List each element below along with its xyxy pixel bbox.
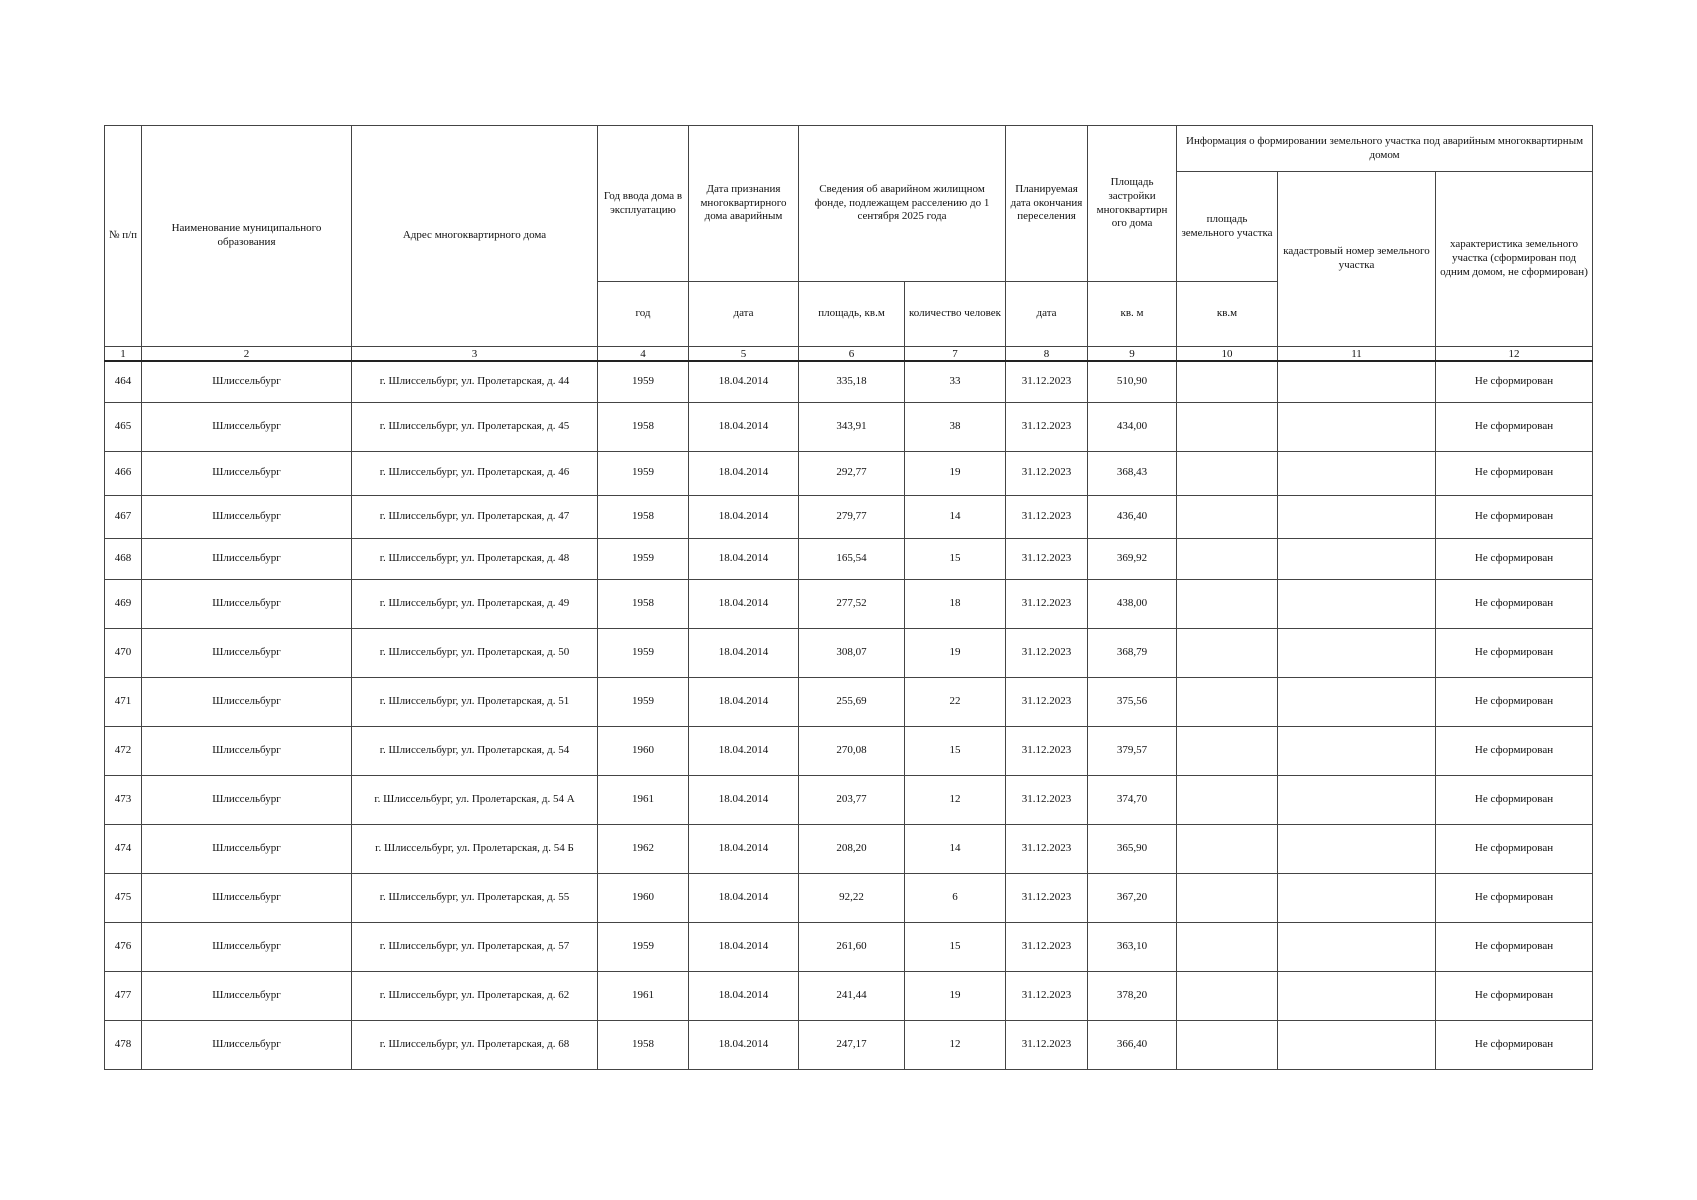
cell-land-area <box>1177 361 1278 402</box>
cell-building-area: 378,20 <box>1088 971 1177 1020</box>
cell-number: 477 <box>105 971 142 1020</box>
cell-emergency-area: 277,52 <box>799 579 905 628</box>
cell-land-area <box>1177 775 1278 824</box>
cell-emergency-area: 203,77 <box>799 775 905 824</box>
cell-emergency-area: 208,20 <box>799 824 905 873</box>
cell-land-status: Не сформирован <box>1436 579 1593 628</box>
cell-emergency-date: 18.04.2014 <box>689 922 799 971</box>
cell-cadastral-number <box>1278 824 1436 873</box>
cell-emergency-area: 241,44 <box>799 971 905 1020</box>
cell-emergency-date: 18.04.2014 <box>689 873 799 922</box>
cell-land-status: Не сформирован <box>1436 677 1593 726</box>
unit-people: количество человек <box>905 282 1006 347</box>
cell-land-area <box>1177 451 1278 495</box>
table-header <box>105 126 1593 362</box>
cell-planned-date: 31.12.2023 <box>1006 1020 1088 1069</box>
cell-planned-date: 31.12.2023 <box>1006 677 1088 726</box>
cell-people-count: 22 <box>905 677 1006 726</box>
cell-municipality: Шлиссельбург <box>142 971 352 1020</box>
cell-emergency-date: 18.04.2014 <box>689 677 799 726</box>
cell-address: г. Шлиссельбург, ул. Пролетарская, д. 46 <box>352 451 598 495</box>
cell-land-status: Не сформирован <box>1436 402 1593 451</box>
cell-municipality: Шлиссельбург <box>142 538 352 579</box>
cell-people-count: 14 <box>905 495 1006 538</box>
table-row <box>105 628 1593 677</box>
table-row <box>105 361 1593 402</box>
table-row <box>105 971 1593 1020</box>
table-body <box>105 361 1593 1069</box>
cell-land-status: Не сформирован <box>1436 775 1593 824</box>
cell-building-area: 374,70 <box>1088 775 1177 824</box>
cell-year-built: 1958 <box>598 495 689 538</box>
cell-year-built: 1961 <box>598 971 689 1020</box>
cell-people-count: 19 <box>905 971 1006 1020</box>
cell-cadastral-number <box>1278 495 1436 538</box>
table-row <box>105 402 1593 451</box>
cell-cadastral-number <box>1278 538 1436 579</box>
cell-number: 476 <box>105 922 142 971</box>
cell-planned-date: 31.12.2023 <box>1006 361 1088 402</box>
cell-planned-date: 31.12.2023 <box>1006 824 1088 873</box>
cell-year-built: 1962 <box>598 824 689 873</box>
cell-building-area: 365,90 <box>1088 824 1177 873</box>
cell-people-count: 33 <box>905 361 1006 402</box>
cell-emergency-date: 18.04.2014 <box>689 361 799 402</box>
cell-building-area: 436,40 <box>1088 495 1177 538</box>
unit-building-area: кв. м <box>1088 282 1177 347</box>
header-land-characteristic: характеристика земельного участка (сформирован под одним домом, не сформирован) <box>1436 172 1593 347</box>
cell-land-area <box>1177 824 1278 873</box>
cell-land-status: Не сформирован <box>1436 451 1593 495</box>
cell-number: 465 <box>105 402 142 451</box>
cell-land-status: Не сформирован <box>1436 361 1593 402</box>
table-row <box>105 451 1593 495</box>
cell-planned-date: 31.12.2023 <box>1006 775 1088 824</box>
cell-building-area: 434,00 <box>1088 402 1177 451</box>
cell-cadastral-number <box>1278 873 1436 922</box>
cell-address: г. Шлиссельбург, ул. Пролетарская, д. 62 <box>352 971 598 1020</box>
header-planned-date: Планируемая дата окончания переселения <box>1006 126 1088 282</box>
cell-number: 471 <box>105 677 142 726</box>
cell-emergency-date: 18.04.2014 <box>689 402 799 451</box>
cell-year-built: 1959 <box>598 538 689 579</box>
cell-cadastral-number <box>1278 361 1436 402</box>
cell-address: г. Шлиссельбург, ул. Пролетарская, д. 57 <box>352 922 598 971</box>
cell-number: 472 <box>105 726 142 775</box>
cell-year-built: 1959 <box>598 922 689 971</box>
cell-land-area <box>1177 726 1278 775</box>
cell-number: 470 <box>105 628 142 677</box>
cell-municipality: Шлиссельбург <box>142 1020 352 1069</box>
unit-year: год <box>598 282 689 347</box>
cell-emergency-area: 165,54 <box>799 538 905 579</box>
cell-address: г. Шлиссельбург, ул. Пролетарская, д. 54 <box>352 726 598 775</box>
column-number: 10 <box>1177 347 1278 362</box>
cell-land-area <box>1177 873 1278 922</box>
cell-building-area: 375,56 <box>1088 677 1177 726</box>
column-number: 5 <box>689 347 799 362</box>
table-row <box>105 873 1593 922</box>
cell-emergency-date: 18.04.2014 <box>689 451 799 495</box>
cell-land-area <box>1177 538 1278 579</box>
table-row <box>105 677 1593 726</box>
cell-people-count: 6 <box>905 873 1006 922</box>
cell-people-count: 18 <box>905 579 1006 628</box>
cell-building-area: 366,40 <box>1088 1020 1177 1069</box>
cell-address: г. Шлиссельбург, ул. Пролетарская, д. 51 <box>352 677 598 726</box>
cell-building-area: 369,92 <box>1088 538 1177 579</box>
resettlement-table <box>104 125 1593 1070</box>
cell-emergency-date: 18.04.2014 <box>689 579 799 628</box>
cell-planned-date: 31.12.2023 <box>1006 873 1088 922</box>
cell-year-built: 1958 <box>598 1020 689 1069</box>
cell-building-area: 379,57 <box>1088 726 1177 775</box>
cell-people-count: 19 <box>905 628 1006 677</box>
cell-year-built: 1958 <box>598 402 689 451</box>
cell-people-count: 15 <box>905 538 1006 579</box>
header-emergency-fund: Сведения об аварийном жилищном фонде, подлежащем расселению до 1 сентября 2025 года <box>799 126 1006 282</box>
cell-emergency-date: 18.04.2014 <box>689 1020 799 1069</box>
cell-municipality: Шлиссельбург <box>142 451 352 495</box>
table-row <box>105 922 1593 971</box>
cell-people-count: 19 <box>905 451 1006 495</box>
cell-land-status: Не сформирован <box>1436 538 1593 579</box>
unit-date: дата <box>689 282 799 347</box>
cell-emergency-date: 18.04.2014 <box>689 971 799 1020</box>
unit-land-area: кв.м <box>1177 282 1278 347</box>
column-number: 2 <box>142 347 352 362</box>
cell-building-area: 363,10 <box>1088 922 1177 971</box>
cell-cadastral-number <box>1278 451 1436 495</box>
cell-emergency-area: 308,07 <box>799 628 905 677</box>
cell-people-count: 15 <box>905 726 1006 775</box>
cell-land-status: Не сформирован <box>1436 495 1593 538</box>
cell-people-count: 12 <box>905 775 1006 824</box>
header-municipality: Наименование муниципального образования <box>142 126 352 347</box>
column-number: 7 <box>905 347 1006 362</box>
column-number: 1 <box>105 347 142 362</box>
cell-cadastral-number <box>1278 628 1436 677</box>
cell-address: г. Шлиссельбург, ул. Пролетарская, д. 68 <box>352 1020 598 1069</box>
cell-cadastral-number <box>1278 402 1436 451</box>
column-number: 12 <box>1436 347 1593 362</box>
cell-address: г. Шлиссельбург, ул. Пролетарская, д. 44 <box>352 361 598 402</box>
cell-cadastral-number <box>1278 726 1436 775</box>
cell-building-area: 510,90 <box>1088 361 1177 402</box>
cell-year-built: 1961 <box>598 775 689 824</box>
cell-land-status: Не сформирован <box>1436 726 1593 775</box>
table-row <box>105 775 1593 824</box>
cell-emergency-date: 18.04.2014 <box>689 628 799 677</box>
cell-land-status: Не сформирован <box>1436 824 1593 873</box>
cell-land-area <box>1177 922 1278 971</box>
cell-building-area: 367,20 <box>1088 873 1177 922</box>
cell-municipality: Шлиссельбург <box>142 361 352 402</box>
cell-land-status: Не сформирован <box>1436 873 1593 922</box>
cell-address: г. Шлиссельбург, ул. Пролетарская, д. 54 А <box>352 775 598 824</box>
cell-emergency-area: 255,69 <box>799 677 905 726</box>
cell-address: г. Шлиссельбург, ул. Пролетарская, д. 49 <box>352 579 598 628</box>
table-row <box>105 538 1593 579</box>
unit-area: площадь, кв.м <box>799 282 905 347</box>
cell-number: 475 <box>105 873 142 922</box>
cell-building-area: 368,43 <box>1088 451 1177 495</box>
cell-land-status: Не сформирован <box>1436 971 1593 1020</box>
cell-number: 478 <box>105 1020 142 1069</box>
cell-address: г. Шлиссельбург, ул. Пролетарская, д. 54 Б <box>352 824 598 873</box>
cell-planned-date: 31.12.2023 <box>1006 402 1088 451</box>
cell-address: г. Шлиссельбург, ул. Пролетарская, д. 50 <box>352 628 598 677</box>
cell-number: 469 <box>105 579 142 628</box>
cell-planned-date: 31.12.2023 <box>1006 579 1088 628</box>
cell-cadastral-number <box>1278 922 1436 971</box>
table-row <box>105 579 1593 628</box>
cell-number: 473 <box>105 775 142 824</box>
cell-planned-date: 31.12.2023 <box>1006 495 1088 538</box>
cell-address: г. Шлиссельбург, ул. Пролетарская, д. 45 <box>352 402 598 451</box>
cell-number: 464 <box>105 361 142 402</box>
header-land-group: Информация о формировании земельного участка под аварийным многоквартирным домом <box>1177 126 1593 172</box>
cell-land-area <box>1177 1020 1278 1069</box>
cell-land-area <box>1177 495 1278 538</box>
cell-year-built: 1959 <box>598 677 689 726</box>
cell-address: г. Шлиссельбург, ул. Пролетарская, д. 55 <box>352 873 598 922</box>
cell-emergency-area: 247,17 <box>799 1020 905 1069</box>
cell-land-area <box>1177 579 1278 628</box>
cell-municipality: Шлиссельбург <box>142 726 352 775</box>
cell-emergency-area: 292,77 <box>799 451 905 495</box>
cell-year-built: 1959 <box>598 628 689 677</box>
table-row <box>105 1020 1593 1069</box>
cell-emergency-area: 279,77 <box>799 495 905 538</box>
cell-number: 474 <box>105 824 142 873</box>
column-number: 3 <box>352 347 598 362</box>
column-number: 11 <box>1278 347 1436 362</box>
cell-municipality: Шлиссельбург <box>142 824 352 873</box>
table-row <box>105 495 1593 538</box>
cell-planned-date: 31.12.2023 <box>1006 538 1088 579</box>
cell-address: г. Шлиссельбург, ул. Пролетарская, д. 48 <box>352 538 598 579</box>
cell-people-count: 15 <box>905 922 1006 971</box>
cell-address: г. Шлиссельбург, ул. Пролетарская, д. 47 <box>352 495 598 538</box>
cell-land-status: Не сформирован <box>1436 628 1593 677</box>
column-number: 6 <box>799 347 905 362</box>
column-number: 9 <box>1088 347 1177 362</box>
cell-land-status: Не сформирован <box>1436 922 1593 971</box>
cell-emergency-date: 18.04.2014 <box>689 538 799 579</box>
cell-number: 466 <box>105 451 142 495</box>
header-year-built: Год ввода дома в эксплуатацию <box>598 126 689 282</box>
cell-emergency-date: 18.04.2014 <box>689 495 799 538</box>
column-number: 4 <box>598 347 689 362</box>
cell-year-built: 1960 <box>598 873 689 922</box>
cell-land-area <box>1177 971 1278 1020</box>
cell-emergency-area: 92,22 <box>799 873 905 922</box>
cell-planned-date: 31.12.2023 <box>1006 726 1088 775</box>
cell-year-built: 1959 <box>598 451 689 495</box>
cell-year-built: 1960 <box>598 726 689 775</box>
cell-planned-date: 31.12.2023 <box>1006 922 1088 971</box>
cell-emergency-date: 18.04.2014 <box>689 726 799 775</box>
unit-plan-date: дата <box>1006 282 1088 347</box>
cell-emergency-area: 261,60 <box>799 922 905 971</box>
cell-emergency-area: 270,08 <box>799 726 905 775</box>
cell-planned-date: 31.12.2023 <box>1006 971 1088 1020</box>
cell-people-count: 12 <box>905 1020 1006 1069</box>
cell-building-area: 368,79 <box>1088 628 1177 677</box>
cell-land-status: Не сформирован <box>1436 1020 1593 1069</box>
cell-people-count: 38 <box>905 402 1006 451</box>
cell-year-built: 1958 <box>598 579 689 628</box>
cell-people-count: 14 <box>905 824 1006 873</box>
cell-emergency-date: 18.04.2014 <box>689 824 799 873</box>
cell-municipality: Шлиссельбург <box>142 775 352 824</box>
cell-number: 468 <box>105 538 142 579</box>
cell-year-built: 1959 <box>598 361 689 402</box>
cell-municipality: Шлиссельбург <box>142 922 352 971</box>
cell-emergency-date: 18.04.2014 <box>689 775 799 824</box>
cell-cadastral-number <box>1278 579 1436 628</box>
header-land-area: площадь земельного участка <box>1177 172 1278 282</box>
column-number: 8 <box>1006 347 1088 362</box>
cell-cadastral-number <box>1278 971 1436 1020</box>
cell-municipality: Шлиссельбург <box>142 677 352 726</box>
cell-building-area: 438,00 <box>1088 579 1177 628</box>
cell-municipality: Шлиссельбург <box>142 579 352 628</box>
cell-municipality: Шлиссельбург <box>142 495 352 538</box>
header-address: Адрес многоквартирного дома <box>352 126 598 347</box>
header-cadastral-number: кадастровый номер земельного участка <box>1278 172 1436 347</box>
header-emergency-date: Дата признания многоквартирного дома аварийным <box>689 126 799 282</box>
header-number: № п/п <box>105 126 142 347</box>
column-number-row <box>105 347 1593 362</box>
cell-land-area <box>1177 628 1278 677</box>
cell-municipality: Шлиссельбург <box>142 402 352 451</box>
cell-cadastral-number <box>1278 1020 1436 1069</box>
table-row <box>105 726 1593 775</box>
cell-land-area <box>1177 402 1278 451</box>
cell-emergency-area: 335,18 <box>799 361 905 402</box>
cell-planned-date: 31.12.2023 <box>1006 451 1088 495</box>
cell-cadastral-number <box>1278 775 1436 824</box>
header-building-area: Площадь застройки многоквартирн ого дома <box>1088 126 1177 282</box>
cell-planned-date: 31.12.2023 <box>1006 628 1088 677</box>
cell-municipality: Шлиссельбург <box>142 873 352 922</box>
cell-municipality: Шлиссельбург <box>142 628 352 677</box>
cell-number: 467 <box>105 495 142 538</box>
cell-cadastral-number <box>1278 677 1436 726</box>
cell-land-area <box>1177 677 1278 726</box>
cell-emergency-area: 343,91 <box>799 402 905 451</box>
table-row <box>105 824 1593 873</box>
